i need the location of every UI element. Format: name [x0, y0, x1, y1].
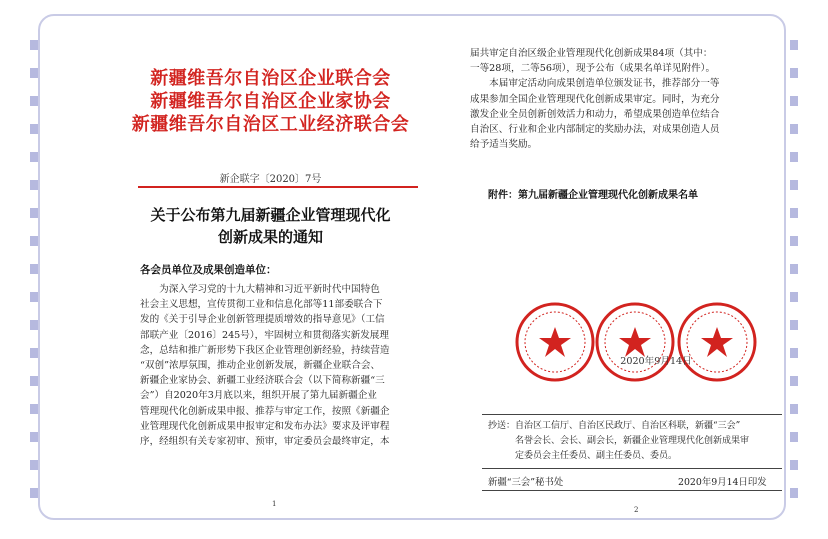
page-number-2: 2 — [634, 506, 639, 514]
page-one — [98, 16, 443, 518]
page-number-1: 1 — [272, 500, 277, 508]
divider-line — [482, 414, 782, 415]
cc-line: 名誉会长、会长、副会长，新疆企业管理现代化创新成果审 — [488, 436, 750, 446]
body-text-left — [140, 282, 430, 449]
notice-title-line-1: 关于公布第九届新疆企业管理现代化 — [150, 206, 391, 224]
body-line: 会”）自2020年3月底以来，组织开展了第九届新疆企业 — [140, 390, 377, 402]
body-line: 社会主义思想，宣传贯彻工业和信息化部等11部委联合下 — [140, 299, 383, 311]
page-two — [460, 16, 812, 518]
issuer: 新疆“三会”秘书处 — [488, 477, 564, 488]
body-line: 激发企业全员创新创效活力和动力，希望成果创造单位结合 — [470, 108, 720, 120]
official-seals — [514, 301, 789, 391]
body-line: 新疆企业家协会、新疆工业经济联合会（以下简称新疆“三 — [140, 375, 385, 387]
red-seal-icon — [676, 301, 758, 383]
divider-line — [482, 468, 782, 469]
body-line: 届共审定自治区级企业管理现代化创新成果84项（其中： — [470, 48, 713, 59]
cc-line: 定委员会主任委员、副主任委员、委员。 — [488, 451, 678, 461]
cc-line: 抄送：自治区工信厅、自治区民政厅、自治区科联，新疆“三会” — [488, 421, 741, 431]
body-line: 本届审定活动向成果创造单位颁发证书，推荐部分一等 — [470, 78, 720, 90]
notice-title-line-2: 创新成果的通知 — [217, 228, 323, 246]
body-line: 业管理现代化创新成果申报审定和发布办法》要求及评审程 — [140, 420, 390, 432]
org-name-1: 新疆维吾尔自治区企业联合会 — [150, 68, 391, 89]
org-name-2: 新疆维吾尔自治区企业家协会 — [150, 91, 391, 112]
body-line: 部联产业〔2016〕245号），牢固树立和贯彻落实新发展理 — [140, 329, 389, 341]
document-frame — [38, 14, 786, 520]
body-line: 为深入学习党的十九大精神和习近平新时代中国特色 — [140, 284, 380, 295]
body-line: 管理现代化创新成果申报、推荐与审定工作，按照《新疆企 — [140, 405, 390, 417]
divider-line — [482, 490, 782, 491]
body-line: 发的《关于引导企业创新管理提质增效的指导意见》（工信 — [140, 314, 385, 326]
body-line: 自治区、行业和企业内部制定的奖励办法，对成果创造人员 — [470, 124, 720, 136]
body-line: 念，总结和推广新形势下我区企业管理创新经验，持续营造 — [140, 344, 390, 356]
red-divider — [138, 186, 418, 188]
print-date: 2020年9月14日印发 — [678, 477, 767, 488]
body-line: 一等28项，二等56项），现予公布（成果名单详见附件）。 — [470, 63, 716, 75]
attachment-line: 附件：第九届新疆企业管理现代化创新成果名单 — [488, 190, 698, 201]
document-number: 新企联字〔2020〕7号 — [219, 174, 322, 185]
org-name-3: 新疆维吾尔自治区工业经济联合会 — [131, 114, 410, 135]
body-line: 成果参加全国企业管理现代化创新成果审定。同时，为充分 — [470, 93, 720, 105]
body-line: “双创”浓厚氛围，推动企业创新发展，新疆企业联合会、 — [140, 360, 381, 372]
issue-date: 2020年9月14日 — [620, 356, 692, 367]
binding-strip-left — [30, 40, 38, 510]
addressee: 各会员单位及成果创造单位： — [140, 264, 277, 276]
body-text-right — [470, 46, 800, 152]
cc-block — [488, 419, 788, 464]
body-line: 给予适当奖励。 — [470, 139, 538, 151]
red-seal-icon — [514, 301, 596, 383]
red-seal-icon — [594, 301, 676, 383]
body-line: 序，经组织有关专家初审、预审，审定委员会最终审定，本 — [140, 436, 390, 448]
